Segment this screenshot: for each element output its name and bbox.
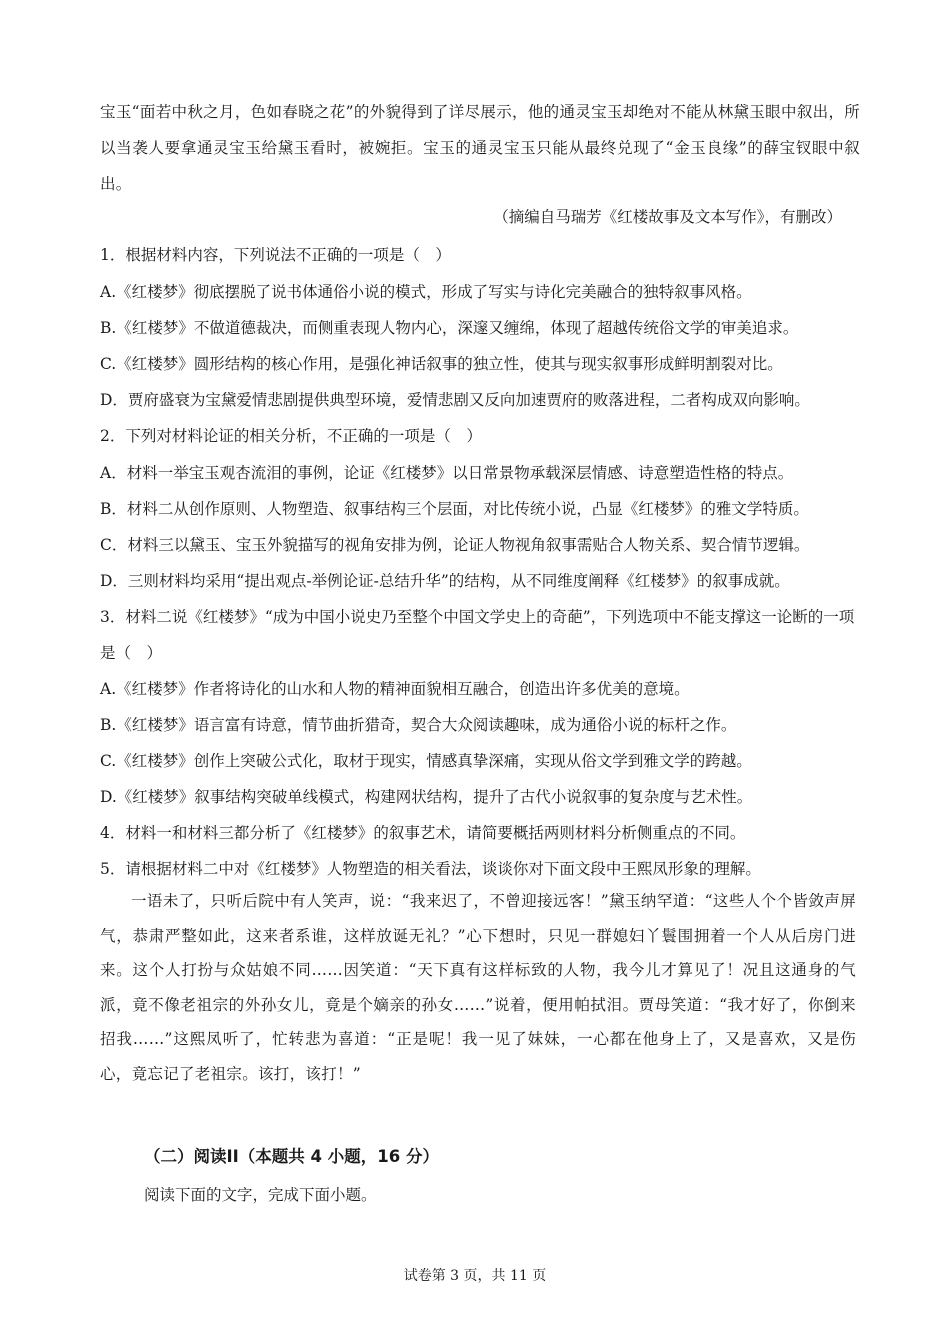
question-5-stem: 5．请根据材料二中对《红楼梦》人物塑造的相关看法，谈谈你对下面文段中王熙凤形象的理解。 [100,860,761,878]
question-2-option-a: A．材料一举宝玉观杏流泪的事例，论证《红楼梦》以日常景物承载深层情感、诗意塑造性格的特点。 [100,464,794,482]
question-1-option-c: C.《红楼梦》圆形结构的核心作用，是强化神话叙事的独立性，使其与现实叙事形成鲜明割裂对比。 [100,355,783,373]
passage-paragraph: 宝玉“面若中秋之月，色如春晓之花”的外貌得到了详尽展示，他的通灵宝玉却绝对不能从林黛玉眼中叙出，所以当袭人要拿通灵宝玉给黛玉看时，被婉拒。宝玉的通灵宝玉只能从最终兑现了“金玉良缘”的薛宝钗眼中叙出。 [100,103,860,193]
question-3-option-a: A.《红楼梦》作者将诗化的山水和人物的精神面貌相互融合，创造出许多优美的意境。 [100,680,690,698]
question-2-option-b: B．材料二从创作原则、人物塑造、叙事结构三个层面，对比传统小说，凸显《红楼梦》的雅文学特质。 [100,500,809,518]
page-footer: 试卷第 3 页，共 11 页 [403,1268,547,1284]
question-2-option-d: D．三则材料均采用“提出观点-举例论证-总结升华”的结构，从不同维度阐释《红楼梦》的叙事成就。 [100,572,790,590]
question-3-stem: 3．材料二说《红楼梦》“成为中国小说史乃至整个中国文学史上的奇葩”，下列选项中不能支撑这一论断的一项是（ ） [100,608,855,662]
question-1-stem: 1．根据材料内容，下列说法不正确的一项是（ ） [100,246,451,264]
novel-excerpt: 一语未了，只听后院中有人笑声，说：“我来迟了，不曾迎接远客！”黛玉纳罕道：“这些人个个皆敛声屏气，恭肃严整如此，这来者系谁，这样放诞无礼？”心下想时，只见一群媳妇丫鬟围拥着一个人从后房门进来。这个人打扮与众姑娘不同……因笑道：“天下真有这样标致的人物，我今儿才算见了！况且这通身的气派，竟不像老祖宗的外孙女儿，竟是个嫡亲的孙女……”说着，便用帕拭泪。贾母笑道：“我才好了，你倒来招我……”这熙凤听了，忙转悲为喜道：“正是呢！我一见了妹妹，一心都在他身上了，又是喜欢，又是伤心，竟忘记了老祖宗。该打，该打！” [100,892,856,1083]
question-2-option-c: C．材料三以黛玉、宝玉外貌描写的视角安排为例，论证人物视角叙事需贴合人物关系、契合情节逻辑。 [100,536,810,554]
question-1-option-b: B.《红楼梦》不做道德裁决，而侧重表现人物内心，深邃又缠绵，体现了超越传统俗文学的审美追求。 [100,319,799,337]
question-3-option-c: C.《红楼梦》创作上突破公式化，取材于现实，情感真挚深痛，实现从俗文学到雅文学的跨越。 [100,752,752,770]
section-instruction: 阅读下面的文字，完成下面小题。 [144,1186,377,1204]
passage-source: （摘编自马瑞芳《红楼故事及文本写作》，有删改） [493,208,842,226]
question-3-option-b: B.《红楼梦》语言富有诗意，情节曲折猎奇，契合大众阅读趣味，成为通俗小说的标杆之作。 [100,716,737,734]
section-heading: （二）阅读II（本题共 4 小题，16 分） [144,1147,439,1166]
question-1-option-a: A.《红楼梦》彻底摆脱了说书体通俗小说的模式，形成了写实与诗化完美融合的独特叙事风格。 [100,283,752,301]
question-2-stem: 2．下列对材料论证的相关分析，不正确的一项是（ ） [100,427,482,445]
question-1-option-d: D．贾府盛衰为宝黛爱情悲剧提供典型环境，爱情悲剧又反向加速贾府的败落进程，二者构成双向影响。 [100,391,810,409]
question-3-option-d: D.《红楼梦》叙事结构突破单线模式，构建网状结构，提升了古代小说叙事的复杂度与艺术性。 [100,788,753,806]
question-4-stem: 4．材料一和材料三都分析了《红楼梦》的叙事艺术，请简要概括两则材料分析侧重点的不同。 [100,824,746,842]
